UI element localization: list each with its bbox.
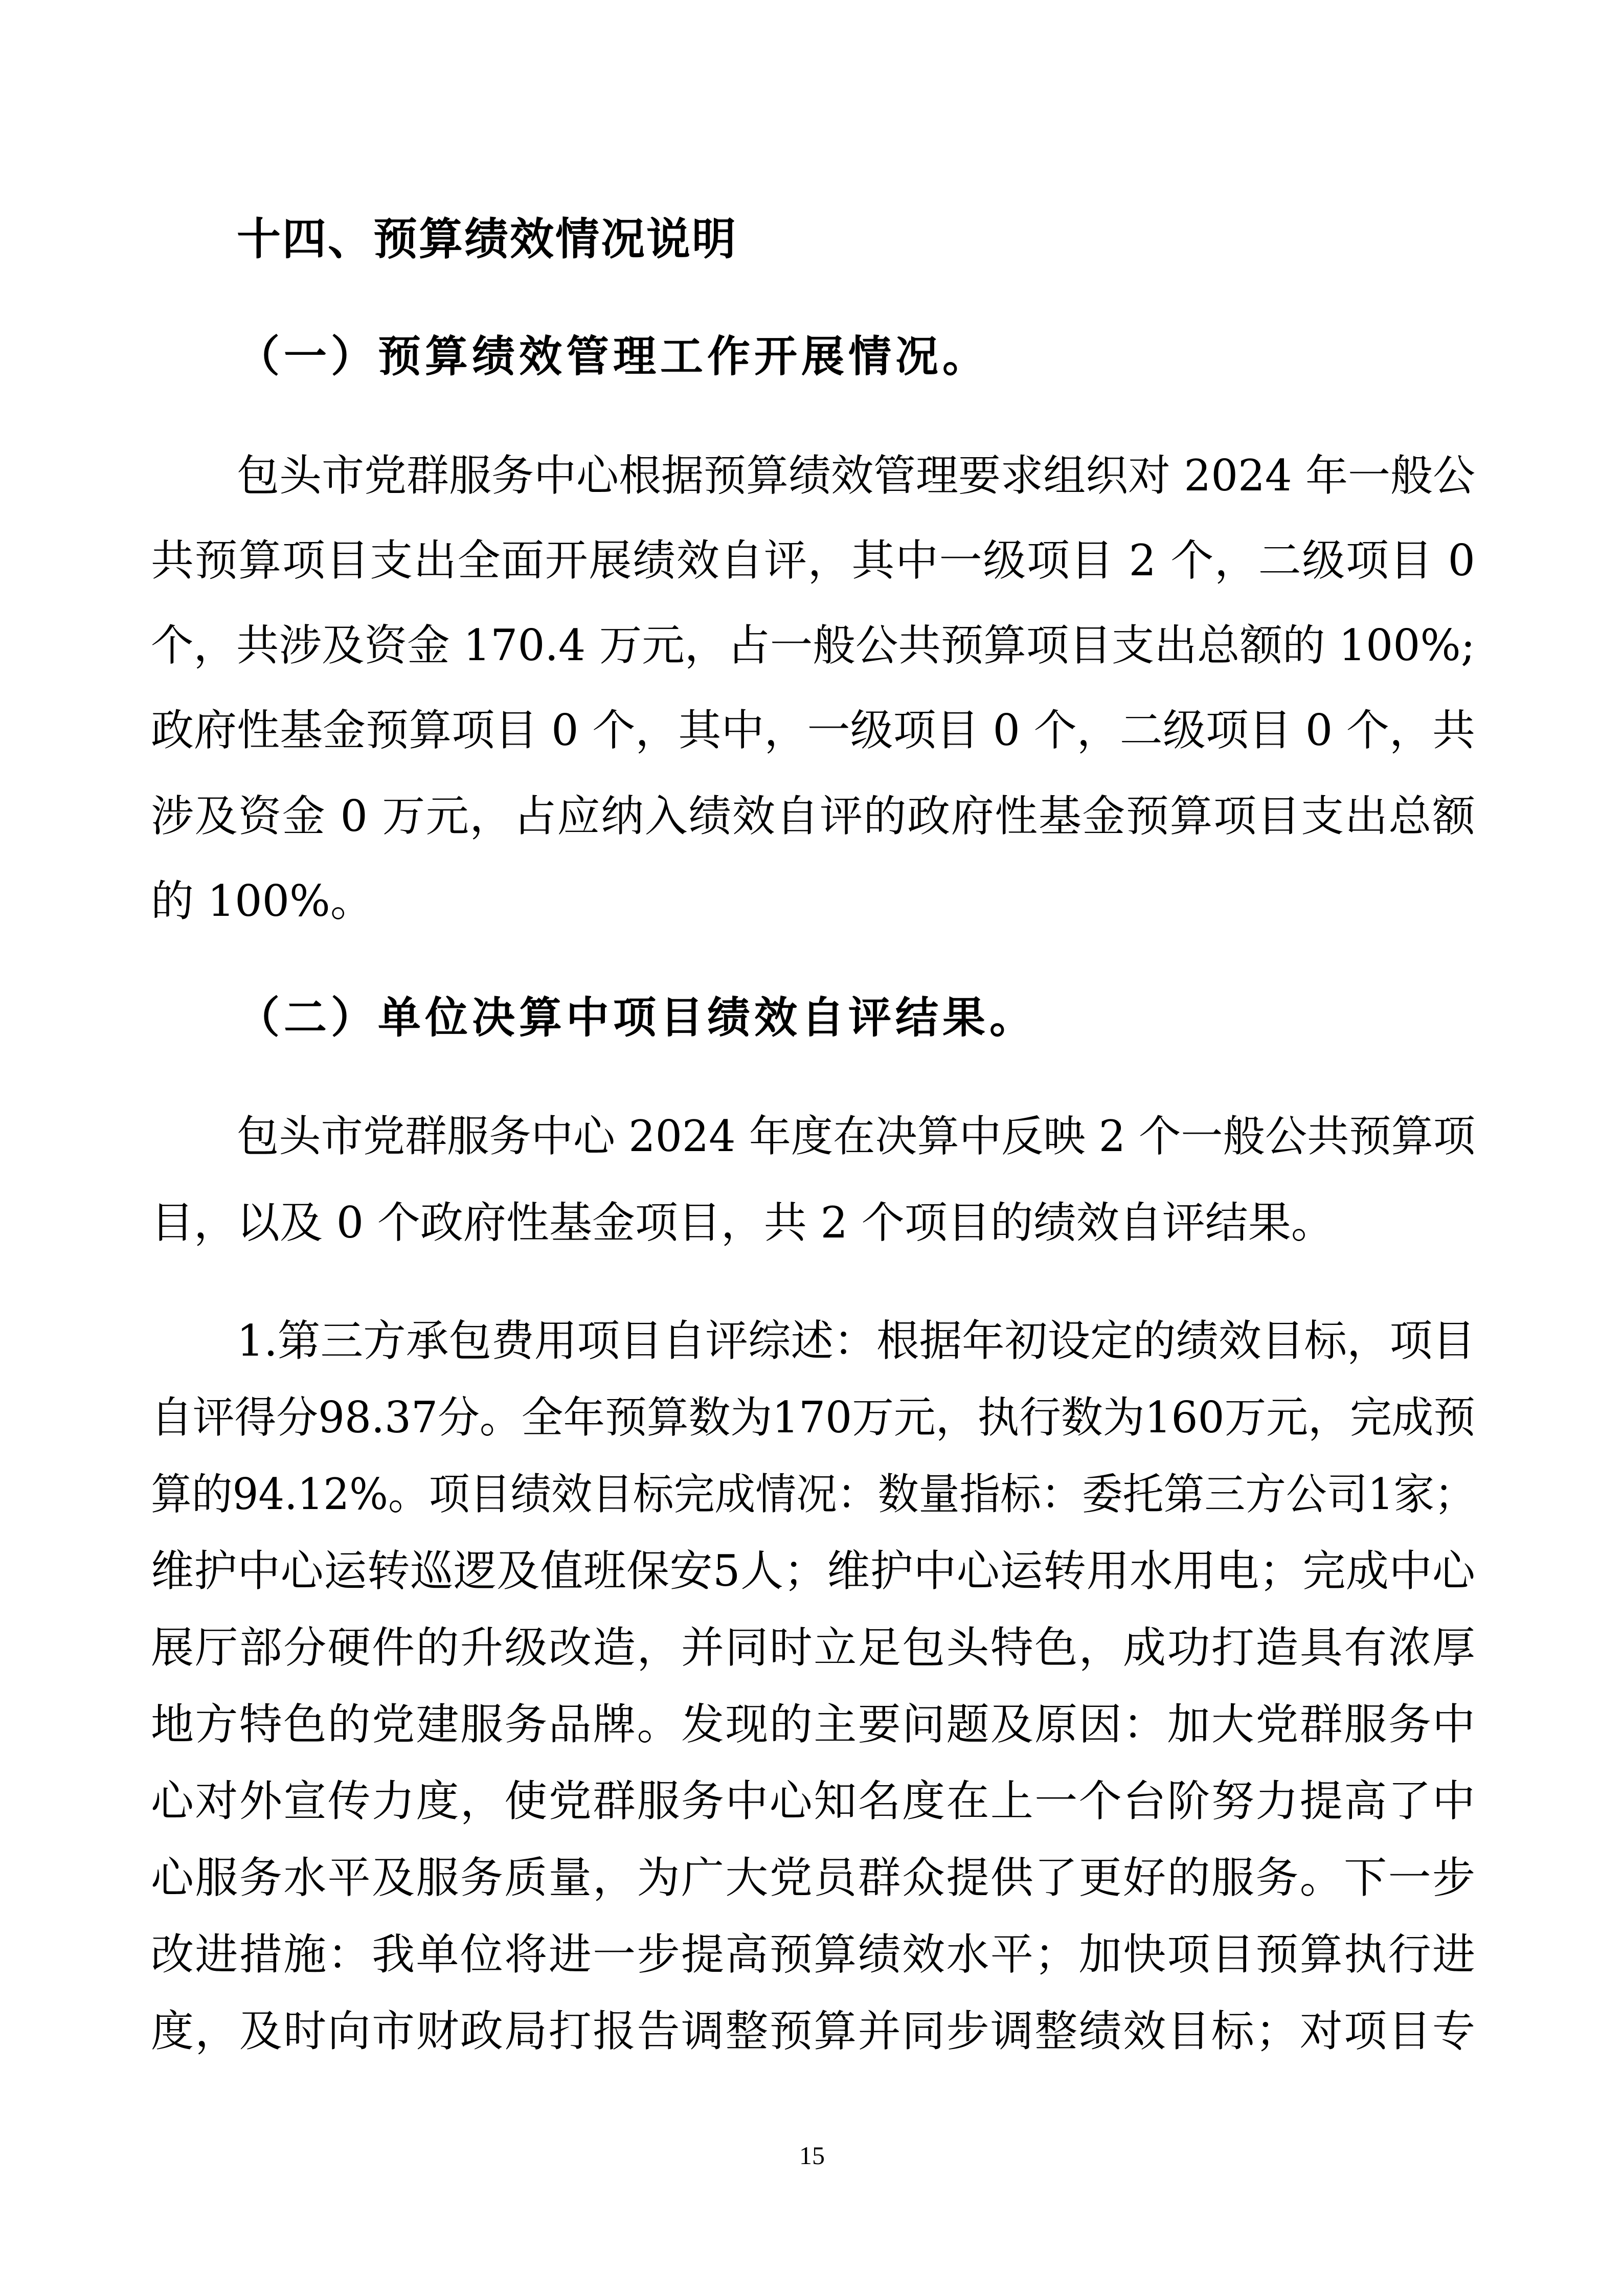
paragraph-line: 维护中心运转巡逻及值班保安5人；维护中心运转用水用电；完成中心 [151, 1546, 1475, 1596]
paragraph-line: 涉及资金 0 万元，占应纳入绩效自评的政府性基金预算项目支出总额 [151, 791, 1475, 841]
paragraph-line: 的 100%。 [151, 876, 373, 926]
paragraph-line: 共预算项目支出全面开展绩效自评，其中一级项目 2 个，二级项目 0 [151, 535, 1475, 586]
paragraph-line: 地方特色的党建服务品牌。发现的主要问题及原因：加大党群服务中 [151, 1699, 1475, 1749]
paragraph-line: 1.第三方承包费用项目自评综述：根据年初设定的绩效目标，项目 [237, 1316, 1475, 1366]
section-title: 十四、预算绩效情况说明 [237, 214, 737, 265]
paragraph-line: 政府性基金预算项目 0 个，其中，一级项目 0 个，二级项目 0 个，共 [151, 705, 1475, 755]
paragraph-line: 个，共涉及资金 170.4 万元，占一般公共预算项目支出总额的 100%; [151, 620, 1475, 670]
paragraph-line: 自评得分98.37分。全年预算数为170万元，执行数为160万元，完成预 [151, 1392, 1476, 1443]
page-number: 15 [799, 2141, 825, 2170]
paragraph-line: 算的94.12%。项目绩效目标完成情况：数量指标：委托第三方公司1家； [151, 1469, 1476, 1519]
subsection-heading-1: （一）预算绩效管理工作开展情况。 [237, 331, 990, 381]
paragraph-line: 展厅部分硬件的升级改造，并同时立足包头特色，成功打造具有浓厚 [151, 1623, 1475, 1673]
paragraph-line: 心对外宣传力度，使党群服务中心知名度在上一个台阶努力提高了中 [151, 1776, 1475, 1826]
subsection-heading-2: （二）单位决算中项目绩效自评结果。 [237, 992, 1037, 1043]
paragraph-line: 心服务水平及服务质量，为广大党员群众提供了更好的服务。下一步 [151, 1853, 1475, 1903]
paragraph-line: 包头市党群服务中心 2024 年度在决算中反映 2 个一般公共预算项 [237, 1111, 1476, 1161]
paragraph-line: 改进措施：我单位将进一步提高预算绩效水平；加快项目预算执行进 [151, 1929, 1475, 1979]
paragraph-line: 包头市党群服务中心根据预算绩效管理要求组织对 2024 年一般公 [237, 451, 1476, 501]
paragraph-line: 目，以及 0 个政府性基金项目，共 2 个项目的绩效自评结果。 [151, 1198, 1334, 1248]
paragraph-line: 度，及时向市财政局打报告调整预算并同步调整绩效目标；对项目专 [151, 2006, 1475, 2056]
